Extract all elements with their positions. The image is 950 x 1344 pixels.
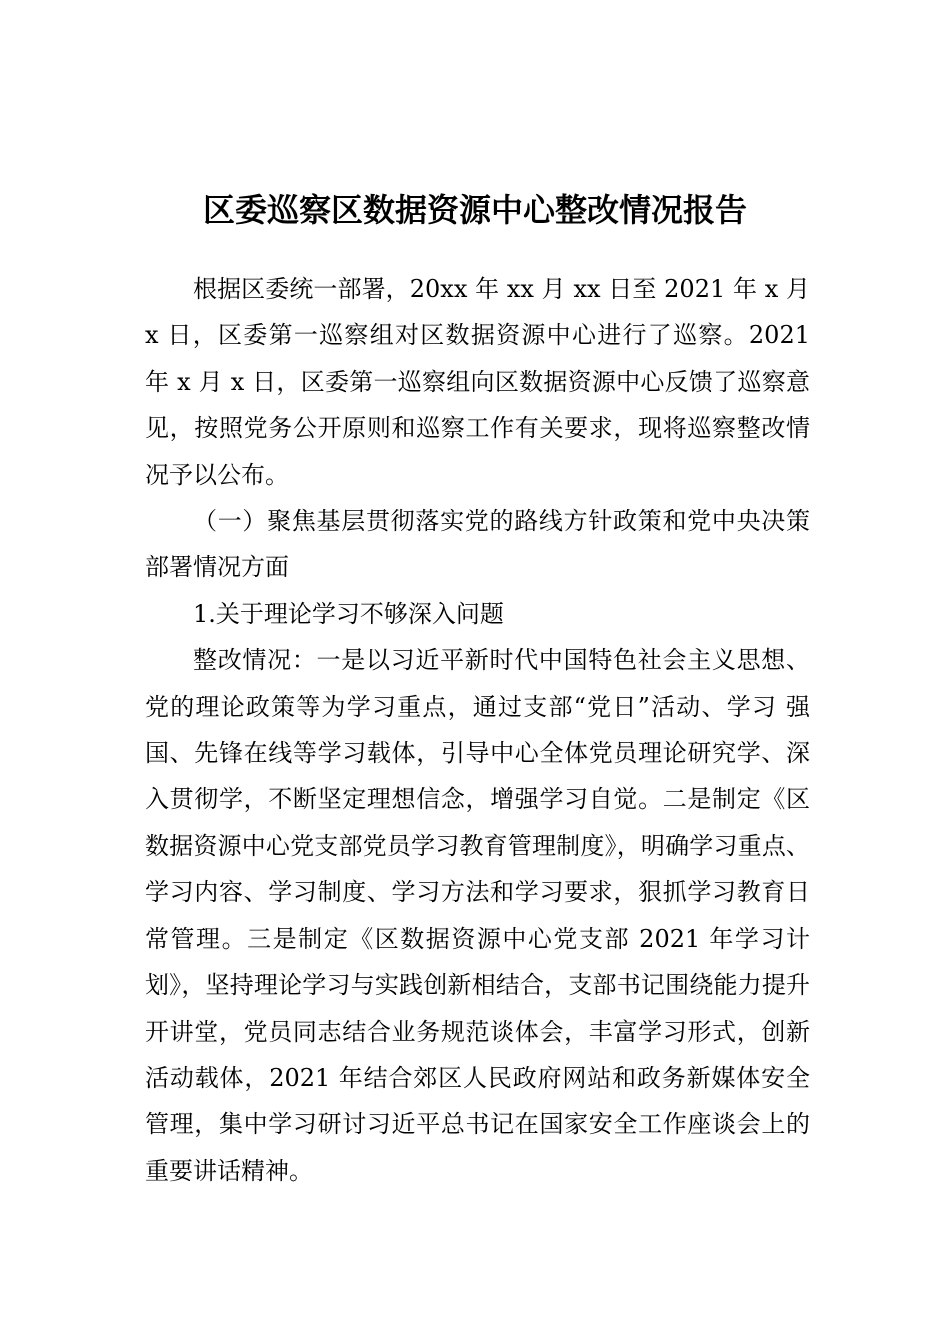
- paragraph-rectification: 整改情况：一是以习近平新时代中国特色社会主义思想、党的理论政策等为学习重点，通过支部“党日”活动、学习 强国、先锋在线等学习载体，引导中心全体党员理论研究学、深入贯彻学，不断坚定理想信念，增强学习自觉。二是制定《区数据资源中心党支部党员学习教育管理制度》，明确学习重点、学习内容、学习制度、学习方法和学习要求，狠抓学习教育日常管理。三是制定《区数据资源中心党支部 2021 年学习计划》，坚持理论学习与实践创新相结合，支部书记围绕能力提升开讲堂，党员同志结合业务规范谈体会，丰富学习形式，创新活动载体，2021 年结合郊区人民政府网站和政务新媒体安全管理，集中学习研讨习近平总书记在国家安全工作座谈会上的重要讲话精神。: [145, 646, 810, 1185]
- paragraph-intro: 根据区委统一部署，20xx 年 xx 月 xx 日至 2021 年 x 月 x 日，区委第一巡察组对区数据资源中心进行了巡察。2021 年 x 月 x 日，区委第一巡察组向区数据资源中心反馈了巡察意见，按照党务公开原则和巡察工作有关要求，现将巡察整改情况予以公布。: [145, 275, 810, 489]
- subsection-heading: 1.关于理论学习不够深入问题: [193, 599, 504, 628]
- document-title: 区委巡察区数据资源中心整改情况报告: [202, 191, 747, 229]
- document-body: [145, 266, 810, 1194]
- section-heading: （一）聚焦基层贯彻落实党的路线方针政策和党中央决策部署情况方面: [145, 507, 810, 582]
